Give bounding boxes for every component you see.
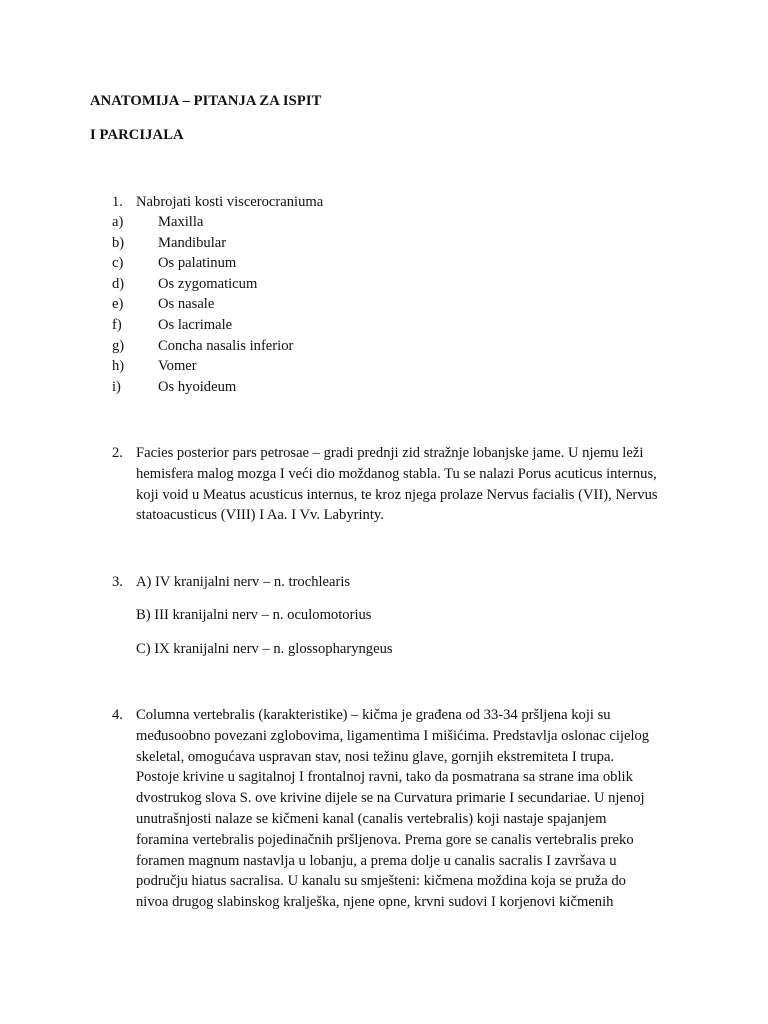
list-letter: a) [112, 214, 124, 230]
list-text: Concha nasalis inferior [158, 337, 294, 354]
question-text [136, 705, 672, 913]
document-subtitle: I PARCIJALA [90, 127, 184, 143]
text-line: unutrašnjosti nalaze se kičmeni kanal (canalis vertebralis) koji nastaje spajanjem [136, 810, 607, 827]
list-text: Mandibular [158, 234, 227, 251]
list-text: Os lacrimale [158, 316, 233, 333]
list-letter: d) [112, 275, 125, 292]
list-text: Vomer [158, 358, 197, 375]
question-2 [112, 443, 672, 526]
question-text: Nabrojati kosti viscerocraniuma [136, 194, 324, 210]
list-letter: b) [112, 234, 125, 251]
list-text: Maxilla [158, 214, 204, 230]
text-line: koji void u Meatus acusticus internus, te kroz njega prolaze Nervus facialis (VII), Nervus [136, 486, 658, 503]
text-line: Facies posterior pars petrosae – gradi prednji zid stražnje lobanjske jame. U njemu leži [136, 445, 644, 461]
list-text: Os zygomaticum [158, 275, 258, 292]
question-number: 4. [112, 707, 123, 723]
question-number: 3. [112, 574, 123, 590]
question-3-b: B) III kranijalni nerv – n. oculomotorius [136, 607, 372, 623]
text-line: hemisfera malog mozga I veći dio moždanog stabla. Tu se nalazi Porus acuticus internus, [136, 465, 657, 482]
question-number: 2. [112, 445, 123, 461]
list-letter: f) [112, 316, 122, 333]
text-line: skeletal, omogućava uspravan stav, nosi težinu glave, gornjih ekstremiteta I trupa. [136, 748, 615, 765]
question-number: 1. [112, 194, 123, 210]
text-line: nivoa drugog slabinskog kralješka, njene opne, krvni sudovi I korjenovi kičmenih [136, 894, 614, 911]
question-text [136, 443, 672, 526]
text-line: Columna vertebralis (karakteristike) – kičma je građena od 33-34 pršljena koji su [136, 707, 611, 723]
list-letter: h) [112, 358, 125, 375]
document-title: ANATOMIJA – PITANJA ZA ISPIT [90, 93, 322, 109]
list-letter: g) [112, 337, 125, 354]
text-line: statoacusticus (VIII) I Aa. I Vv. Labyrinty. [136, 507, 384, 524]
list-text: Os nasale [158, 296, 215, 313]
text-line: foramen magnum nastavlja u lobanju, a prema dolje u canalis sacralis I završava u [136, 852, 617, 869]
question-3 [112, 572, 672, 593]
question-4 [112, 705, 672, 913]
list-letter: e) [112, 296, 124, 313]
question-1 [112, 192, 672, 213]
text-line: međusoobno povezani zglobovima, ligamentima I mišićima. Predstavlja oslonac cijelog [136, 727, 650, 744]
list-text: Os palatinum [158, 255, 237, 272]
text-line: Postoje krivine u sagitalnoj I frontalnoj ravni, tako da posmatrana sa strane ima oblik [136, 769, 633, 786]
text-line: dvostrukog slova S. ove krivine dijele se na Curvatura primarie I secundariae. U njenoj [136, 790, 645, 807]
question-3-c: C) IX kranijalni nerv – n. glossopharyngeus [136, 641, 393, 657]
text-line: foramina vertebralis pojedinačnih pršljenova. Prema gore se canalis vertebralis preko [136, 831, 634, 848]
text-line: području hiatus sacralisa. U kanalu su smješteni: kičmena moždina koja se pruža do [136, 873, 626, 890]
list-letter: c) [112, 255, 124, 272]
list-text: Os hyoideum [158, 378, 237, 395]
list-letter: i) [112, 378, 121, 395]
question-text: A) IV kranijalni nerv – n. trochlearis [136, 574, 351, 590]
